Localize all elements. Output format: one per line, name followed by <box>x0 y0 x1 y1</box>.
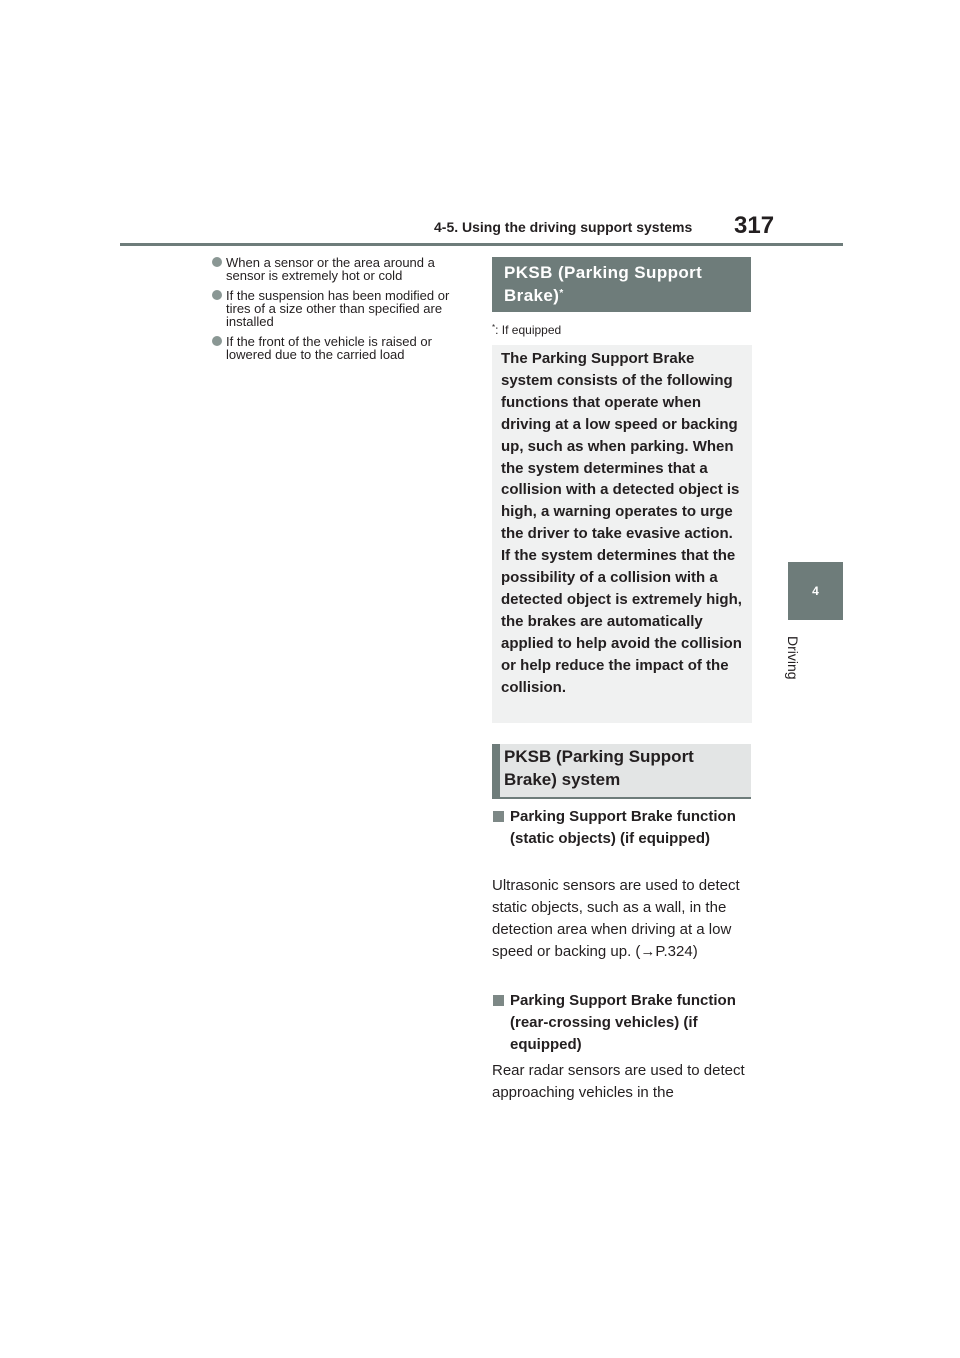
function-title: Parking Support Brake function (rear-crossing vehicles) (if equipped) <box>510 992 736 1053</box>
chapter-number: 4 <box>812 584 819 598</box>
chapter-label-text: Driving <box>785 636 801 680</box>
bullet-icon <box>212 336 222 346</box>
footnote-asterisk: * <box>492 323 496 332</box>
system-heading: PKSB (Parking Support Brake) system <box>504 747 694 789</box>
square-bullet-icon <box>493 811 504 822</box>
summary-box <box>492 345 752 723</box>
system-heading-box <box>492 744 751 799</box>
pksb-heading-box <box>492 257 751 312</box>
page-number: 317 <box>734 212 775 239</box>
section-title: 4-5. Using the driving support systems <box>434 219 693 235</box>
list-item <box>212 335 464 361</box>
bullet-text: If the front of the vehicle is raised or lowered due to the carried load <box>226 334 432 362</box>
chapter-label <box>781 636 807 696</box>
bullet-icon <box>212 257 222 267</box>
function-text-static: Ultrasonic sensors are used to detect static objects, such as a wall, in the detection area when driving at a low speed or backing up. (→P.324) <box>492 877 740 960</box>
bullet-icon <box>212 290 222 300</box>
bullet-text: When a sensor or the area around a sensor is extremely hot or cold <box>226 255 435 283</box>
header-rule <box>120 243 843 246</box>
function-text-rear-crossing: Rear radar sensors are used to detect approaching vehicles in the <box>492 1062 745 1101</box>
list-item <box>212 256 464 282</box>
function-heading-static <box>492 806 754 850</box>
bullet-text: If the suspension has been modified or tires of a size other than specified are installed <box>226 288 450 329</box>
footnote <box>492 323 561 337</box>
function-title: Parking Support Brake function (static objects) (if equipped) <box>510 808 736 847</box>
square-bullet-icon <box>493 995 504 1006</box>
list-item <box>212 289 464 328</box>
left-bullet-list <box>212 256 464 368</box>
footnote-text: : If equipped <box>495 323 562 337</box>
summary-text: The Parking Support Brake system consists of the following functions that operate when driving at a low speed or backing up, such as when parking. When the system determines that a collision with a detected object is high, a warning operates to urge the driver to take evasive action. If the system determines that the possibility of a collision with a detected object is extremely high, the brakes are automatically applied to help avoid the collision or help reduce the impact of the collision. <box>501 350 742 696</box>
chapter-tab <box>788 562 843 620</box>
heading-asterisk: * <box>559 288 564 299</box>
function-heading-rear-crossing <box>492 990 754 1056</box>
pksb-heading: PKSB (Parking Support Brake)* <box>504 263 703 305</box>
